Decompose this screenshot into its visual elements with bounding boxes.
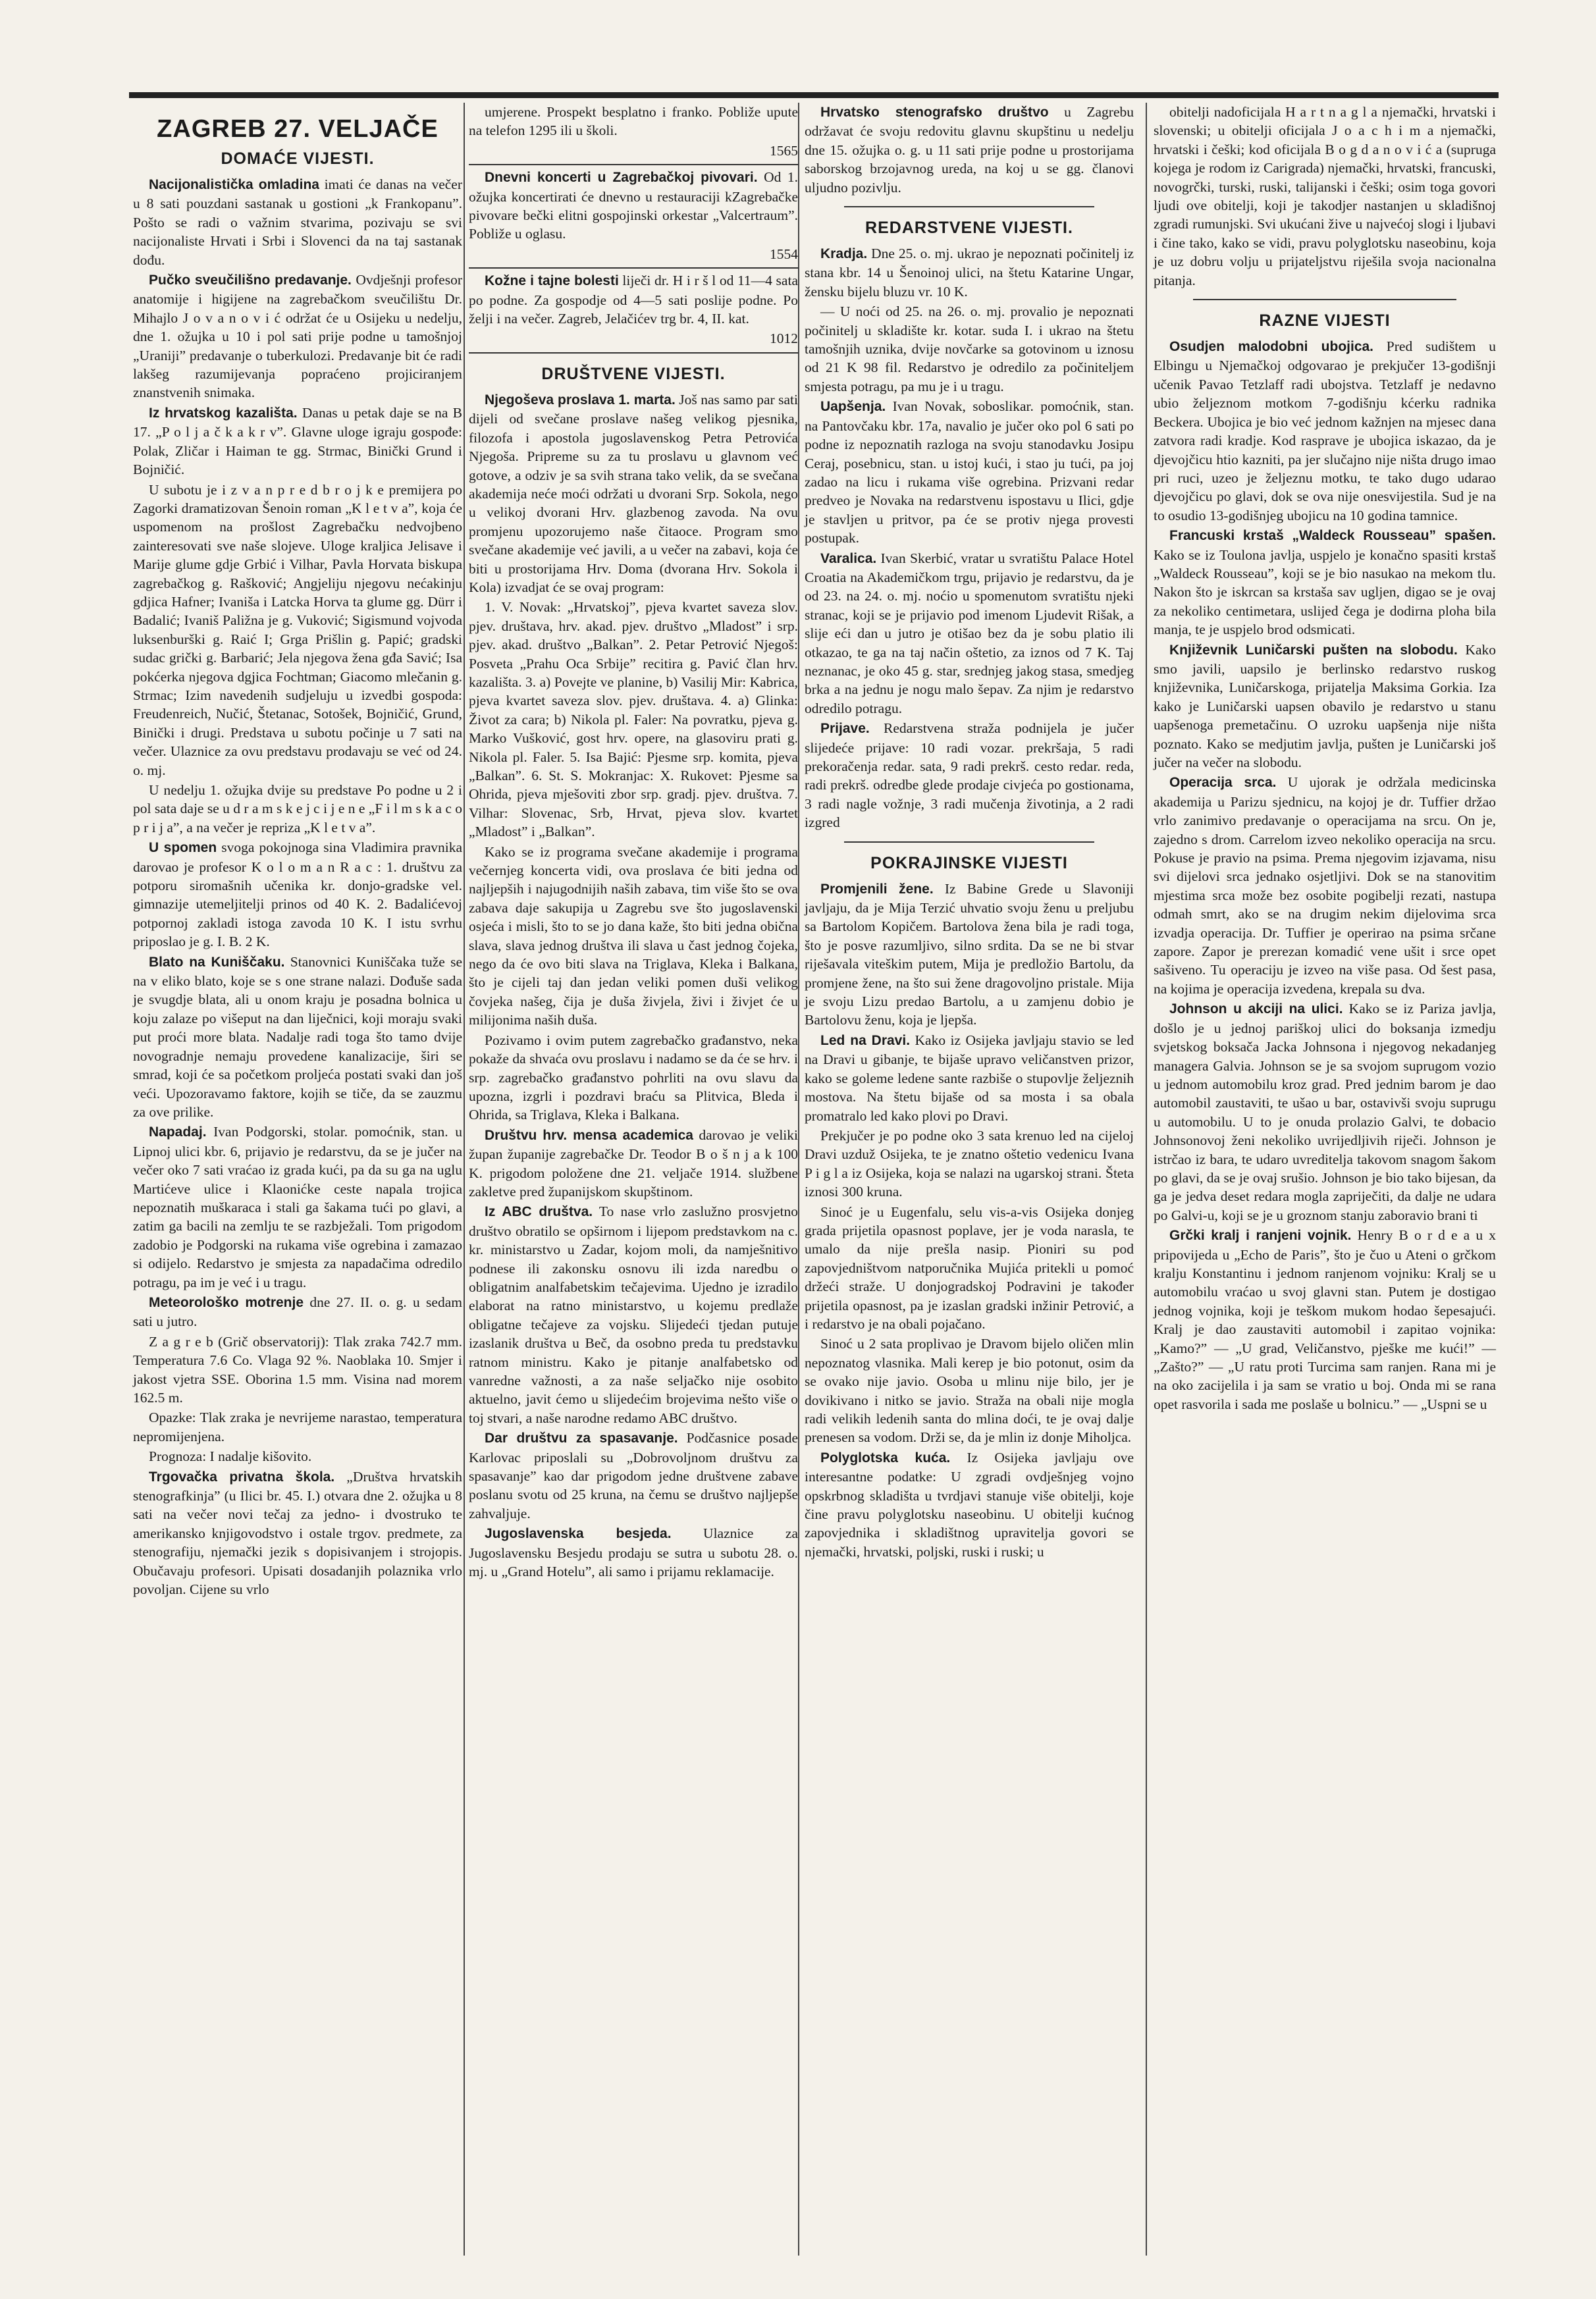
article-paragraph	[805, 549, 1134, 718]
article-headline: Društvu hrv. mensa academica	[485, 1127, 693, 1143]
article-text: Iz Babine Grede u Slavoniji javljaju, da je Mija Terzić uhvatio svoju ženu u preljubu sa Bartolom Kopičem. Bartolova žena bila je radi toga, što je posve razumljivo, silno srdita. Da se ne bi stvar riješavala viteškim putem, Mija je predložio Bartolu, da promjene žene, na što sui žene dragovoljno pristale. Mija je svoju Lizu predao Bartolu, a u zamjenu dobio je Bartolovu ženu, koja je ljepša.	[805, 880, 1134, 1028]
article	[133, 838, 462, 951]
article-text: „Društva hrvatskih stenografkinja” (u Ilici br. 45. I.) otvara dne 2. ožujka u 8 sati na večer novi tečaj za jedno- i dvostruko te amerikansko knjigovodstvo i ostale trgov. predmete, za stenografiju, njemački jezik s dopisivanjem i strojopis. Obučavaju profesori. Upisati dosadanjih polaznika vrlo povoljan. Cijene su vrlo	[133, 1468, 462, 1598]
advert	[469, 103, 798, 165]
article-paragraph	[805, 719, 1134, 832]
article	[133, 1333, 462, 1408]
article-text: U nedelju 1. ožujka dvije su predstave Po podne u 2 i pol sata daje se u d r a m s k e j c i j e n e „F i l m s k a c o p r i j a”, a na večer je repriza „K l e t v a”.	[133, 782, 462, 835]
article-paragraph	[133, 271, 462, 402]
column-3	[805, 103, 1134, 1562]
section-heading-domace: DOMAĆE VIJESTI.	[221, 149, 375, 168]
article	[1154, 1226, 1496, 1414]
article-text: dne 27. II. o. g. u sedam sati u jutro.	[133, 1294, 462, 1330]
column-2	[469, 103, 798, 1582]
article	[805, 1031, 1134, 1125]
article-paragraph	[805, 1031, 1134, 1125]
article-text: Pred sudištem u Elbingu u Njemačkoj odgovarao je prekjučer 13-godišnji učenik Pavao Tetzlaff radi ubojstva. Tetzlaff je nedavno ubio željeznom motkom 7-godišnju kćerku radnika Beckera. Ubojica je bio već jednom kažnjen na mjesec dana zatvora radi kradje. Kod rasprave je ubojica iskazao, da je djevojčicu htio kazniti, pa jer slučajno nije ništa drugo imao pri ruci, uzeo je željeznu motku, te tako dugo udarao djevojčicu po glavi, dok se ova nije onesvijestila. Sud je na to osudio 13-godišnjeg ubojicu na 10 godina tamnice.	[1154, 338, 1496, 523]
article-paragraph	[1154, 773, 1496, 998]
article-text: U ujorak je održala medicinska akademija u Parizu sjednicu, na kojoj je dr. Tuffier držao vrlo zanimivo predavanje o operacijama na srcu. On je, zajedno s drom. Carrelom izveo nekoliko operacija na srcu. Pokuse je pravio na psima. Prema njegovim izjavama, nisu svi dijelovi srca jednako osjetljivi. Dok se na stanovitim mjestima srca može bez osobite pogibelji rezati, nastupa odmah smrt, ako se na drugim nekim dijelovima srca izvadja operacija. Dr. Tuffier je operirao na psima srčane zapore. Zapor je prerezan komadić vene ušit i srce opet sašiveno. Tu operaciju je izveo na više pasa. Od šest pasa, na kojima je operacija izvedena, krepala su dva.	[1154, 774, 1496, 997]
article	[1154, 526, 1496, 639]
column-1	[133, 103, 462, 1600]
article-text: Dne 25. o. mj. ukrao je nepoznati počinitelj iz stana kbr. 14 u Šenoinoj ulici, na štetu Katarine Ungar, žensku bijelu bluzu vr. 10 K.	[805, 246, 1134, 300]
article-text: Sinoć je u Eugenfalu, selu vis-a-vis Osijeka donjeg grada prijetila opasnost poplave, jer je voda narasla, te umalo da nije prešla nasip. Pioniri su pod zapovjedništvom natporučnika Mujića pritekli u pomoć držeći straže. U donjogradskoj Podravini je također prijetila opasnost, pa je izaslan gradski inžinir Petrović, a i redarstvo je na obali pojačano.	[805, 1203, 1134, 1332]
article-text: Opazke: Tlak zraka je nevrijeme narastao, temperatura nepromijenjena.	[133, 1410, 462, 1444]
article-paragraph	[133, 1467, 462, 1599]
article	[805, 880, 1134, 1030]
article-headline: Napadaj.	[149, 1124, 207, 1140]
article	[805, 1334, 1134, 1446]
article-text: Kako smo javili, uapsilo je berlinsko redarstvo ruskog književnika, Luničarskoga, prijatelja Maksima Gorkia. Iza kako je Luničarski uapsen obavilo je redarstvo u stanu uapšenoga premetačinu. O uzroku uapšenja nije ništa poznato. Kako se medjutim javlja, pušten je Luničarski još jučer na večer na slobodu.	[1154, 641, 1496, 770]
article-text: U subotu je i z v a n p r e d b r o j k e premijera po Zagorki dramatizovan Šenoin roman „K l e t v a”, koja će uspomenom na prošlost Zagrebačku nedvojbeno zainteresovati sve naše slojeve. Uloge kraljica Jelisave i Marije glume gdje Grbić i Vilhar, Pavla Horvata biskupa zagrebačkog g. Rašković; Angjeliju njegovu nećakinju gdjica Hafner; Ivaniša i Latcka Horva ta glume gg. Dürr i Badalić; Ivaniš Paližna je g. Vuković; Sigismund vojvoda luksenburški g. Raić I; Grga Prišlin g. Papić; gradski sudac grički g. Barbarić; Jela njegova žena gđa Savić; Isa pokćerka njegova dgjica Fochtman; Giacomo mlečanin g. Strmac; Izim navedenih sudjeluju u izvedbi gospoda: Freudenreich, Nučić, Štetanac, Sotošek, Bojničić, Grund, Binički i drugi. Predstava u subotu počinje u 7 sati na večer. Ulaznice za ovu predstavu prodavaju se već od 24. o. mj.	[133, 481, 462, 778]
article-headline: Meteorološko motrenje	[149, 1294, 304, 1310]
article-paragraph	[469, 1202, 798, 1427]
article-text: Kako iz Osijeka javljaju stavio se led na Dravi u gibanje, te bijaše upravo veličanstven prizor, kako se golеme ledene sante razbiše o stupovlje željeznih mostova. Na štetu bijaše od sa mosta i sa obala promatralo led kako plovi po Dravi.	[805, 1032, 1134, 1124]
section-rule	[844, 206, 1094, 207]
article-headline: Jugoslavenska besjeda.	[485, 1526, 672, 1542]
section-rule	[844, 841, 1094, 843]
article-text: Podčasnice posade Karlovac priposlali su „Dobrovoljnom društvu za spasavanje” kao dar prigodom jedne društvene zabave poslanu svotu od 25 kruna, na čemu se društvo najljepše zahvaljuje.	[469, 1430, 798, 1521]
article	[133, 175, 462, 269]
article-paragraph	[133, 1447, 462, 1466]
article-text: svoga pokojnoga sina Vladimira pravnika darovao je profesor K o l o m a n R a c : 1. društvu za potporu siromašnih učenika kr. donjo-gradske vel. gimnazije utemeljitelji prinos od 40 K. 2. Badalićevoj potpornoj zakladi istoga zavoda 10 K. I istu svrhu priposlao je g. I. B. 2 K.	[133, 839, 463, 950]
article-paragraph	[805, 1203, 1134, 1334]
article-text: darovao je veliki župan županije zagrebačke Dr. Teodor B o š n j a k 100 K. prigodom položene dne 21. veljače 1914. službene zakletve pred županijskom skupštinom.	[469, 1126, 798, 1200]
article	[133, 953, 462, 1122]
article-paragraph	[805, 302, 1134, 396]
article-list	[133, 175, 462, 1599]
article-headline: Njegoševa proslava 1. marta.	[485, 392, 676, 408]
top-rule	[129, 92, 1499, 98]
article	[133, 781, 462, 837]
article-headline: Hrvatsko stenografsko društvo	[820, 105, 1049, 120]
article-headline: Iz hrvatskog kazališta.	[149, 405, 298, 421]
article-list	[1154, 103, 1496, 290]
article	[469, 1429, 798, 1523]
article-paragraph	[133, 1333, 462, 1408]
article-paragraph	[133, 838, 462, 951]
advert-number: 1565	[770, 142, 798, 159]
article-paragraph	[133, 1293, 462, 1331]
article-paragraph	[469, 390, 798, 596]
advert-list	[469, 103, 798, 354]
article-paragraph	[1154, 999, 1496, 1225]
article	[1154, 337, 1496, 525]
section-heading-razne: RAZNE VIJESTI	[1259, 311, 1391, 330]
article-paragraph	[469, 1429, 798, 1523]
article	[133, 1293, 462, 1331]
article-headline: Varalica.	[820, 550, 877, 566]
article-list	[469, 390, 798, 1581]
article-text: Kako se iz Toulona javlja, uspjelo je konačno spasiti krstaš „Waldeck Rousseau”, koji se je bio nasukao na mekom tlu. Nakon što je iskrcan sa krstaša sav ugljen, digao se je ovaj za nekoliko centimetara, uslijed čega je dodirna ploha bila manja, te je uspjelo brod odsmicati.	[1154, 546, 1496, 638]
article-paragraph	[133, 781, 462, 837]
article-text: Od 1. ožujka koncertirati će dnevno u restauraciji kZagrebačke pivovare bečki elitni gospojinski orkestar „Valcertraum”. Pobliže u oglasu.	[469, 169, 798, 242]
article-paragraph	[805, 103, 1134, 197]
article-text: — U noći od 25. na 26. o. mj. provalio je nepoznati počinitelj u skladište kr. kotar. suda I. i ukrao na štetu tamošnjih uznika, dvije novčarke sa gotovinom u iznosu od 21 K 98 fil. Redarstvo je odredilo za počiniteljem smjesta potragu, pa mu je i u tragu.	[805, 304, 1134, 394]
article-paragraph	[805, 397, 1134, 547]
article-text: u Zagrebu održavat će svoju redovitu glavnu skupštinu u nedelju dne 15. ožujka o. g. u 11 sati prije podne u prostorijama saborskog brzojavnog ureda, na koj u se gg. članovi uljudno pozivlju.	[805, 104, 1134, 196]
article-headline: Trgovačka privatna škola.	[149, 1469, 335, 1485]
article-paragraph	[469, 1126, 798, 1202]
article-text: Pozivamo i ovim putem zagrebačko građanstvo, neka pokaže da shvaća ovu proslavu i nadamo se da će se hrv. i srp. zagrebačko građanstvo pohrliti na ovu slavu da upozna, izgrli i pozdravi braću sa Plitvica, Bleda i Ohrida, sa Triglava, Kleka i Balkana.	[469, 1032, 798, 1123]
article-text: 1. V. Novak: „Hrvatskoj”, pjeva kvartet saveza slov. pjev. društava, hrv. akad. pjev. društvo „Mladost” i srp. pjev. akad. društvo „Balkan”. 2. Petar Petrović Njegoš: Posveta „Prahu Oca Srbije” recitira g. Pavić član hrv. kazališta. 3. a) Povejte ve planine, b) Vasilij Mir: Kabrica, pjeva kvartet saveza slov. pjev. društava. 4. a) Glinka: Život za cara; b) Nikola pl. Faler: Na povratku, pjeva g. Marko Vušković, gost hrv. opere, na glasoviru prati g. Nikola pl. Faler. 5. Isa Bajić: Pjesme srp. komita, pjeva „Balkan”. 6. St. S. Mokranjac: X. Rukovet: Pjesme sa Ohrida, pjeva mješoviti zbor srp. gradj. pjev. društva. 7. Vilhar: Slovenac, Srb, Hrvat, pjeva slov. kvartet „Mladost” i „Balkan”.	[469, 599, 798, 840]
article-headline: Blato na Kuniščaku.	[149, 954, 285, 970]
column-divider	[1146, 103, 1147, 2256]
article	[469, 1202, 798, 1427]
article	[805, 1448, 1134, 1561]
article	[1154, 773, 1496, 998]
article-headline: Pučko sveučilišno predavanje.	[149, 273, 352, 288]
article-list	[805, 103, 1134, 197]
article-text: Prekjučer je po podne oko 3 sata krenuo led na cijeloj Dravi uzduž Osijeka, te je znatno oštetio vedenicu Ivana P i g l a iz Osijeka, koja se nalazi na ugarskoj strani. Šteta iznosi 300 kruna.	[805, 1127, 1134, 1200]
article-paragraph	[805, 1448, 1134, 1561]
article-list	[805, 244, 1134, 1561]
article-headline: Polyglotska kuća.	[820, 1450, 951, 1466]
article-text: Z a g r e b (Grič observatorij): Tlak zraka 742.7 mm. Temperatura 7.6 Co. Vlaga 92 %. Naoblaka 10. Smjer i jakost vjetra SSE. Oborina 1.5 mm. Visina nad morem 162.5 m.	[133, 1333, 462, 1406]
article-text: Danas u petak daje se na B 17. „P o l j a č k a k r v”. Glavne uloge igraju gospođe: Polak, Zličar i Haiman te gg. Strmac, Binički Grund i Bojničić.	[133, 404, 463, 478]
article-text: obitelji nadoficijala H a r t n a g l a njemački, hrvatski i slovenski; u obitelji oficijala J o a c h i m a njemački, hrvatski i češki; kod oficijala B o g d a n o v i ć a (supruga kojega je rodom iz Carigrada) njemački, hrvatski, francuski, novogrčki, turski, ruski, talijanski i češki; osim toga govori ljudi ove obitelji, koji je takodjer nastanjen u skladišnoj zgradi rumunjski. Svi ukućani žive u najvećoj slogi i ljubavi i čine tako, kako se vidi, pravu polyglotsku naseobinu, koja je uz dobru volju u prijateljstvu riješila svoja nacionalna pitanja.	[1154, 104, 1496, 288]
article-paragraph	[1154, 337, 1496, 525]
article-text: Prognoza: I nadalje kišovito.	[149, 1448, 312, 1465]
article	[469, 1524, 798, 1581]
article-headline: Iz ABC društva.	[485, 1204, 593, 1220]
article-text: liječi dr. H i r š l od 11—4 sata po podne. Za gospodje od 4—5 sati poslije podne. Po želji i na večer. Zagreb, Jelačićev trg br. 4, II. kat.	[469, 273, 798, 327]
article-headline: U spomen	[149, 840, 217, 856]
section-heading-drustvene: DRUŠTVENE VIJESTI.	[541, 364, 726, 383]
article-paragraph	[1154, 641, 1496, 772]
article-headline: Johnson u akciji na ulici.	[1169, 1001, 1343, 1017]
article-paragraph	[469, 1031, 798, 1124]
article-paragraph	[469, 168, 798, 244]
article-paragraph	[805, 1334, 1134, 1446]
article-paragraph	[133, 953, 462, 1122]
advert-number: 1012	[770, 330, 798, 347]
article-headline: Prijave.	[820, 721, 870, 737]
article	[469, 598, 798, 841]
article-text: Ivan Novak, soboslikar. pomoćnik, stan. na Pantovčaku kbr. 17a, navalio je jučer oko pol 6 sati po podne iz nepoznatih razloga na svoju stanodavku Josipu Ceraj, posebnicu, stan. u istoj kući, i stao ju tući, pa joj zadao na licu i rukama više ogrebina. Prizvani redar predveo je Novaka na redarstvenu ispostavu u Ilici, gdje je stavljen u pritvor, pa će se protiv njega provesti postupak.	[805, 398, 1134, 546]
article-text: Henry B o r d e a u x pripovijeda u „Echo de Paris”, što je čuo u Ateni o grčkom kralju Konstantinu i jednom ranjenom vojniku: Kralj se u automobilu vraćao u svoj glavni stan. Putem je dostigao jednog vojnika, koji je teškom mukom hodao šepesajući. Kralj je dao zaustaviti automobil i zapitao vojnika: „Kamo?” — „U grad, Veličanstvo, pješke me kući!” — „Zašto?” — „U ratu proti Turcima sam ranjen. Rana mi je na oko zacijelila i ja sam se vratio u boj. Onda mi se rana opet rasvorila i sada me poslaše u bolnicu.” — „Uspni se u	[1154, 1227, 1496, 1412]
article-text: Ivan Skerbić, vratar u svratištu Palace Hotel Croatia na Akademičkom trgu, prijavio je redarstvu, da je od 23. na 24. o. mj. noćio u spomenutom svratištu njeki stranac, koji se je prijavio pod imenom Ljudevit Rišak, a slije eći dan u jutro je otišao bez da je sobu platio ili otkazao, te ga na taj način oštetio, za iznos od 7 K. Taj neznanac, je oko 45 g. star, srednjeg jakog stasa, smedjeg brka a na jednu je nogu malo šepav. Za njim je redarstvo odredilo potragu.	[805, 550, 1134, 716]
article-headline: Književnik Luničarski pušten na slobodu.	[1169, 642, 1458, 658]
advert	[469, 271, 798, 354]
article	[133, 404, 462, 479]
article-list	[1154, 337, 1496, 1414]
article-paragraph	[1154, 1226, 1496, 1414]
article-headline: Osudjen malodobni ubojica.	[1169, 339, 1374, 355]
article	[805, 397, 1134, 547]
column-4	[1154, 103, 1496, 1415]
article-text: Kako se iz Pariza javlja, došlo je u jednoj pariškoj ulici do boksanja izmedju svjetskog boksača Jacka Johnsona i njegovog nekadanjeg managera Galvia. Johnson se je sa svojom suprugom vozio u jednom automobilu kroz grad. Pred jednim barom je dao automobil zaustaviti, te ušao u bar, ostavivši svoju suprugu u automobilu. U to je onuda prolazio Galvi, te dobacio Johnsonovoj ženi nekoliko uvrijedljivih riječi. Johnson je istrčao iz bara, te udaro uvrediteljа takovom snagom šakom po glavi, da se je ovaj srušio. Johnson je bio tako bijesan, da ga je jedva deset redara mogla zapriječiti, da dalje ne udara po Galvi-u, koji se je u groznom stanju zaboravio brani ti	[1154, 1001, 1496, 1223]
article-text: Još nas samo par sati dijeli od svečane proslave našeg velikog pjesnika, filozofa i apostola jugoslavenskog Petra Petrovića Njegoša. Pripreme su za tu proslavu u glavnom već gotove, a odziv je sa svih strana tako velik, da se svečana akademija neće moći održati u dvorani Srp. Sokola, nego u velikoj dvorani Hrv. glazbenog zavoda. Na ovu promjenu upozorujemo naše čitaoce. Program smo svečane akademije već javili, a u večer na zabavi, koja će biti u prostorijama Hrv. Doma (dvorana Hrv. Sokola i Kola) izvadjat će se ovaj program:	[469, 391, 798, 595]
article	[133, 1447, 462, 1466]
article	[469, 1126, 798, 1202]
article-headline: Kradja.	[820, 246, 868, 262]
column-divider	[464, 103, 465, 2256]
article-paragraph	[1154, 103, 1496, 290]
article	[805, 103, 1134, 197]
article-paragraph	[1154, 526, 1496, 639]
article-headline: Led na Dravi.	[820, 1032, 911, 1048]
article	[133, 271, 462, 402]
article-paragraph	[805, 244, 1134, 301]
article-headline: Dnevni koncerti u Zagrebačkoj pivovari.	[485, 170, 758, 186]
article	[1154, 103, 1496, 290]
article-headline: Grčki kralj i ranjeni vojnik.	[1169, 1228, 1352, 1244]
article-text: Stanovnici Kuniščaka tuže se na v eliko blato, koje se s one strane nalazi. Dođuše sada je svugdje blata, ali u onom kraju je posadna bolnica u koju zalaze po višeput na dan liječnici, koji moraju svaki put proći more blata. Nadalje radi toga što tamo dvije novogradnje nemaju provedene kanalizacije, širi se smrad, koji će sa početkom proljeća postati svaki dan još veći. Upozoravamo faktore, kojih se tiče, da se zauzmu za ove prilike.	[133, 953, 462, 1120]
article	[133, 481, 462, 780]
article-text: Ovdješnji profesor anatomije i higijene na zagrebačkom sveučilištu Dr. Mihajlo J o v a n o v i ć održat će u Osijeku u nedelju, dne 1. ožujka u 10 i pol sati prije podne u tamošnjoj „Uraniji” predavanje o tuberkulozi. Predavanje bit će radi lakšeg razumijevanja popraćeno projiciranjem znanstvenih snimaka.	[133, 272, 463, 401]
advert-number: 1554	[770, 246, 798, 262]
article-paragraph	[469, 1524, 798, 1581]
article-text: To nase vrlo zaslužno prosvjetno društvo obratilo se opširnom i lijepom predstavkom na c. kr. ministarstvo u Zadar, kojom moli, da namješnitivo podnese ili zakonsku osnovu ili izda naredbu o obligatnim analfabetskim tečajevima. Ujedno je izradilo elaborat na ratno ministarstvo, u kojemu predlaže obligatne tečajeve za vojsku. Slijedeći tjedan putuje izaslanik društva u Beč, da osobno preda tu predstavku ratnom ministru. Kako je pitanje analfabetsko od vanredne važnosti, a za naše seljačko nije osobito aktuelno, javit ćemo u slijedećim brojevima nešto više o toj stvari, a naše narodne redamo ABC društvo.	[469, 1203, 798, 1426]
article-text: umjerene. Prospekt besplatno i franko. Pobliže upute na telefon 1295 ili u školi.	[469, 104, 798, 139]
section-rule	[1193, 299, 1456, 300]
article-headline: Promjenili žene.	[820, 881, 934, 897]
article	[133, 1467, 462, 1599]
article-paragraph	[133, 1123, 462, 1292]
article	[805, 719, 1134, 832]
article	[805, 1126, 1134, 1202]
article-text: Redarstvena straža podnijela je jučer slijedeće prijave: 10 radi vozar. prekršaja, 5 radi prekoračenja redar. sata, 9 radi prekrš. cesto redar. reda, radi prekrš. odredbe glede prodaje civjeća po gostionama, 3 radi nagle vožnje, 3 radi mučenja životinja, a 2 radi izgred	[805, 720, 1134, 831]
article-text: Ivan Podgorski, stolar. pomoćnik, stan. u Lipnoj ulici kbr. 6, prijavio je redarstvu, da se je jučer na večer oko 7 sati vraćao iz grada kući, pa da su ga na uglu Martićeve ulice i Klaonićke ceste napala trojica nepoznatih muškaraca i stali ga šakama tući po glavi, a zatim ga bacili na zemlju te se razbježali. Tom prigodom zadobio je Podgorski na rukama više ogrebina i zamazao si odijelo. Redarstvo je smjesta za napadačima odredilo potragu, pa im je već i u tragu.	[133, 1124, 462, 1290]
article	[469, 1031, 798, 1124]
section-heading-pokrajinske: POKRAJINSKE VIJESTI	[870, 853, 1068, 872]
section-heading-redarstvene: REDARSTVENE VIJESTI.	[865, 219, 1073, 238]
article-paragraph	[469, 103, 798, 140]
article-paragraph	[133, 481, 462, 780]
article-paragraph	[133, 404, 462, 479]
article	[469, 390, 798, 596]
article-headline: Francuski krstaš „Waldeck Rousseau” spašen.	[1169, 528, 1496, 544]
article-paragraph	[469, 843, 798, 1030]
article	[805, 549, 1134, 718]
article-headline: Kožne i tajne bolesti	[485, 273, 619, 289]
article-paragraph	[469, 598, 798, 841]
article-paragraph	[469, 271, 798, 328]
article-text: Iz Osijeka javljaju ove interesantne podatke: U zgradi ovdješnjeg vojno opskrbnog skladišta u tvrdjavi stanuje više obitelji, koje čine pravu polyglotsku naseobinu. U obitelji kućnog zapovjednika i skladištnog upravitelja govori se njemački, hrvatski, poljski, ruski i ruski; u	[805, 1449, 1134, 1560]
article-text: Ulaznice za Jugoslavensku Besjedu prodaju se sutra u subotu 28. o. mj. u „Grand Hotelu”, ali samo i prijamu reklamacije.	[469, 1525, 798, 1580]
masthead: ZAGREB 27. VELJAČE	[157, 115, 439, 143]
advert	[469, 168, 798, 269]
article	[133, 1123, 462, 1292]
article-headline: Dar društvu za spasavanje.	[485, 1431, 678, 1446]
article	[1154, 999, 1496, 1225]
article	[1154, 641, 1496, 772]
article-text: imati će danas na večer u 8 sati pouzdani sastanak u gostioni „k Frankopanu”. Pošto se radi o važnim stvarima, pozivaju se svi nacijonaliste Hrvati i Srbi i Slovenci da na taj sastanak dođu.	[133, 176, 462, 268]
article-headline: Nacijonalistička omladina	[149, 177, 319, 192]
column-divider	[798, 103, 799, 2256]
article	[805, 1203, 1134, 1334]
article	[805, 244, 1134, 301]
article-paragraph	[133, 175, 462, 269]
article-headline: Operacija srca.	[1169, 775, 1277, 791]
article	[805, 302, 1134, 396]
article-text: Sinoć u 2 sata proplivao je Dravom bijelo oličen mlin nepoznatog vlasnika. Mali kerep je bio potonut, osim da se ovako nije javio. Osoba u mlinu nije bilo, jer je dovikivano i nitko se javio. Straža na obali nije mogla radi velikih ledenih santa do mlina doći, te je ovaj dalje prenesen sa vodom. Drži se, da je mlin iz donje Miholjca.	[805, 1336, 1134, 1446]
article	[469, 843, 798, 1030]
article-paragraph	[805, 880, 1134, 1030]
article-paragraph	[805, 1126, 1134, 1202]
article-headline: Uapšenja.	[820, 399, 886, 415]
article-paragraph	[133, 1408, 462, 1446]
article	[133, 1408, 462, 1446]
article-text: Kako se iz programa svečane akademije i programa večernjeg koncerta vidi, ova proslava će biti jedna od najljepših i najugodnijih naših zabava, tim više što se ova zabava daje sakupija u Zagrebu sve što jugoslavenski osjeća i misli, što to se jo dana kaže, što biti jedna obična slava, slava jednog društva ili slava u čast jednog čojeka, nego da će ovo biti slava na Triglava, Kleka i Balkana, što je cijeli taj dan jedan veliki pomen duši velikog čovjeka našeg, čija je duša živjela, živi i živjet će u milijonima naših duša.	[469, 843, 798, 1028]
